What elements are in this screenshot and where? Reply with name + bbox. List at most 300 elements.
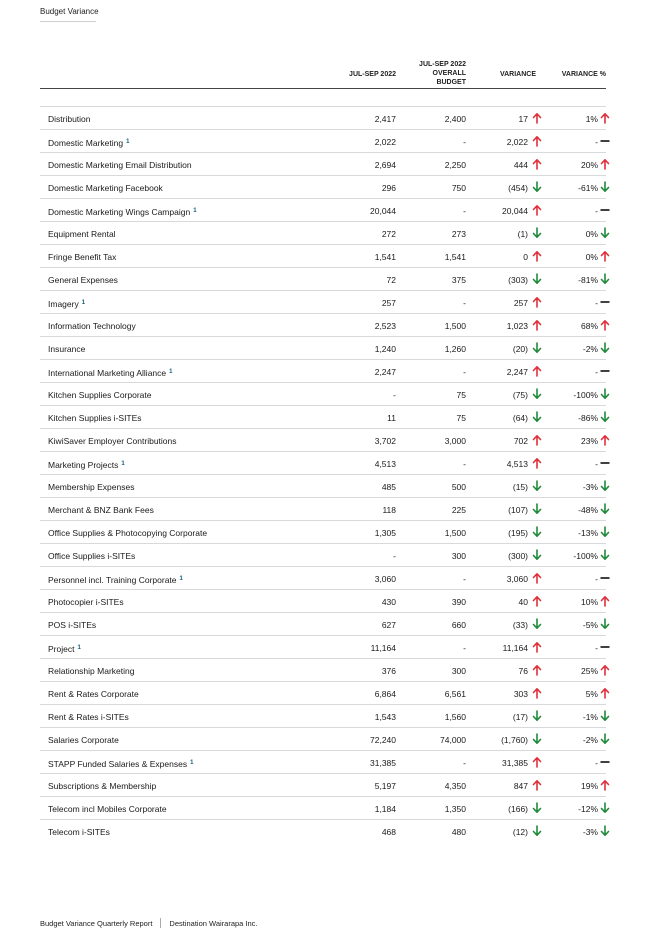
table-row [40,498,606,521]
table-row [40,429,606,452]
budget-value: - [463,758,466,768]
budget-value: - [463,643,466,653]
variance-pct-value: -61% [578,183,598,193]
row-name-cell [48,574,183,585]
variance-pct-arrow-up-icon [600,779,610,791]
row-name-cell [48,597,124,607]
row-name-cell [48,666,134,676]
variance-arrow-up-icon [532,135,542,147]
row-name-cell [48,275,118,285]
variance-pct-arrow-down-icon [600,802,610,814]
budget-value: 1,350 [444,804,466,814]
actual-value: 257 [381,298,396,308]
variance-arrow-down-icon [532,273,542,285]
actual-value: 118 [382,505,396,515]
variance-value: (303) [508,275,528,285]
variance-value: 1,023 [506,321,528,331]
row-name-cell [48,137,129,148]
variance-value: (300) [508,551,528,561]
row-label: Office Supplies i-SITEs [48,551,136,561]
variance-pct-value: - [595,459,598,469]
table-row [40,199,606,222]
row-name-cell [48,114,91,124]
variance-pct-arrow-down-icon [600,503,610,515]
table-row [40,774,606,797]
variance-pct-value: 1% [585,114,598,124]
variance-pct-arrow-up-icon [600,158,610,170]
row-name-cell [48,413,142,423]
table-row [40,268,606,291]
row-name-cell [48,436,177,446]
footer-report-title: Budget Variance Quarterly Report [40,918,153,928]
variance-pct-arrow-down-icon [600,825,610,837]
table-row [40,751,606,774]
actual-value: 4,513 [374,459,396,469]
table-row [40,107,606,130]
variance-pct-dash-icon [600,457,610,469]
footnote-marker: 1 [81,300,86,306]
variance-arrow-down-icon [532,710,542,722]
row-label: Subscriptions & Membership [48,781,157,791]
variance-arrow-down-icon [532,825,542,837]
budget-value: 1,560 [444,712,466,722]
budget-value: - [463,137,466,147]
variance-pct-value: -12% [578,804,598,814]
variance-arrow-up-icon [532,158,542,170]
budget-value: 500 [451,482,466,492]
variance-arrow-down-icon [532,181,542,193]
variance-value: 257 [513,298,528,308]
actual-value: 1,541 [374,252,396,262]
row-label: STAPP Funded Salaries & Expenses [48,759,188,769]
row-label: Salaries Corporate [48,735,119,745]
variance-pct-arrow-up-icon [600,112,610,124]
actual-value: 468 [381,827,396,837]
budget-value: 75 [456,390,466,400]
row-name-cell [48,758,193,769]
row-name-cell [48,344,85,354]
variance-pct-arrow-up-icon [600,250,610,262]
actual-value: 20,044 [370,206,396,216]
variance-pct-arrow-down-icon [600,618,610,630]
variance-pct-dash-icon [600,204,610,216]
table-row [40,475,606,498]
actual-value: 627 [381,620,396,630]
table-row [40,705,606,728]
row-label: International Marketing Alliance [48,368,167,378]
variance-pct-value: -86% [578,413,598,423]
variance-arrow-down-icon [532,388,542,400]
footnote-marker: 1 [179,576,183,582]
row-name-cell [48,643,81,654]
row-name-cell [48,390,151,400]
variance-value: (166) [508,804,528,814]
budget-value: 1,541 [444,252,466,262]
actual-value: 2,417 [374,114,396,124]
variance-value: 2,022 [506,137,528,147]
variance-value: 3,060 [506,574,528,584]
footnote-marker: 1 [193,208,197,214]
variance-pct-value: -2% [582,344,598,354]
variance-pct-arrow-up-icon [600,664,610,676]
variance-value: 17 [518,114,528,124]
variance-pct-arrow-down-icon [600,549,610,561]
variance-value: (454) [508,183,528,193]
table-row [40,590,606,613]
actual-value: 72,240 [370,735,396,745]
variance-pct-value: -1% [582,712,598,722]
budget-value: - [463,298,466,308]
variance-value: 0 [523,252,528,262]
variance-pct-arrow-up-icon [600,434,610,446]
actual-value: 31,385 [370,758,396,768]
budget-value: 300 [451,666,466,676]
variance-arrow-up-icon [532,250,542,262]
row-name-cell [48,229,116,239]
variance-arrow-up-icon [532,112,542,124]
row-name-cell [48,206,197,217]
col-header-budget-line3: BUDGET [436,79,466,86]
variance-value: (15) [512,482,528,492]
variance-pct-dash-icon [600,365,610,377]
budget-value: 750 [451,183,466,193]
footer-divider [160,918,161,928]
row-label: Kitchen Supplies Corporate [48,390,152,400]
row-name-cell [48,827,110,837]
footnote-marker: 1 [190,760,194,766]
row-name-cell [48,804,167,814]
actual-value: - [393,551,396,561]
actual-value: 485 [381,482,396,492]
table-row [40,383,606,406]
variance-value: (12) [512,827,528,837]
variance-pct-arrow-down-icon [600,227,610,239]
table-row [40,613,606,636]
row-label: Information Technology [48,321,136,331]
variance-pct-dash-icon [600,756,610,768]
row-label: Project [48,644,75,654]
variance-value: (17) [512,712,528,722]
variance-pct-arrow-up-icon [600,319,610,331]
variance-pct-value: -100% [573,551,598,561]
variance-value: (1,760) [501,735,528,745]
row-name-cell [48,160,192,170]
budget-value: 480 [451,827,466,837]
variance-pct-value: 0% [585,229,598,239]
variance-value: 847 [513,781,528,791]
table-row [40,314,606,337]
table-row [40,245,606,268]
title-underline [40,21,96,22]
row-name-cell [48,367,172,378]
budget-value: 1,260 [444,344,466,354]
row-label: Membership Expenses [48,482,135,492]
budget-value: - [463,574,466,584]
table-row [40,176,606,199]
table-row [40,406,606,429]
row-name-cell [48,528,207,538]
row-label: Fringe Benefit Tax [48,252,117,262]
budget-value: 1,500 [444,528,466,538]
budget-value: 1,500 [444,321,466,331]
row-name-cell [48,781,156,791]
variance-table-body [40,107,606,843]
variance-arrow-up-icon [532,319,542,331]
actual-value: 11,164 [370,643,396,653]
actual-value: 2,247 [374,367,396,377]
variance-value: (107) [508,505,528,515]
actual-value: 1,543 [374,712,396,722]
variance-arrow-up-icon [532,595,542,607]
row-label: Rent & Rates i-SITEs [48,712,129,722]
variance-pct-value: -3% [582,482,598,492]
table-row [40,797,606,820]
row-name-cell [48,620,96,630]
variance-arrow-down-icon [532,227,542,239]
variance-value: 20,044 [502,206,528,216]
variance-pct-value: -100% [573,390,598,400]
variance-arrow-up-icon [532,434,542,446]
variance-pct-value: 25% [580,666,598,676]
actual-value: 1,184 [374,804,396,814]
variance-pct-arrow-down-icon [600,342,610,354]
variance-arrow-up-icon [532,641,542,653]
table-row [40,728,606,751]
variance-pct-dash-icon [600,641,610,653]
variance-arrow-down-icon [532,802,542,814]
variance-pct-value: -2% [582,735,598,745]
col-header-budget-line1: JUL-SEP 2022 [419,61,466,68]
variance-pct-dash-icon [600,296,610,308]
row-label: Domestic Marketing Email Distribution [48,160,192,170]
table-row [40,153,606,176]
budget-value: 2,400 [444,114,466,124]
actual-value: 430 [381,597,396,607]
variance-arrow-down-icon [532,411,542,423]
table-row [40,659,606,682]
row-label: Office Supplies & Photocopying Corporate [48,528,208,538]
row-label: POS i-SITEs [48,620,97,630]
variance-pct-value: - [595,643,598,653]
row-name-cell [48,689,139,699]
footnote-marker: 1 [126,139,130,145]
table-row [40,337,606,360]
variance-value: (1) [517,229,528,239]
actual-value: 1,305 [374,528,396,538]
col-header-budget [386,60,466,87]
variance-pct-arrow-down-icon [600,388,610,400]
footnote-marker: 1 [121,461,125,467]
row-label: Kitchen Supplies i-SITEs [48,413,142,423]
variance-pct-arrow-down-icon [600,526,610,538]
row-label: Relationship Marketing [48,666,135,676]
col-header-budget-line2: OVERALL [432,70,466,77]
row-name-cell [48,298,85,309]
variance-arrow-up-icon [532,365,542,377]
variance-value: 444 [513,160,528,170]
row-label: Domestic Marketing [48,138,124,148]
row-name-cell [48,735,119,745]
col-header-actual: JUL-SEP 2022 [349,71,396,78]
budget-value: - [463,367,466,377]
variance-arrow-up-icon [532,457,542,469]
variance-pct-value: -81% [578,275,598,285]
variance-pct-arrow-up-icon [600,687,610,699]
variance-pct-dash-icon [600,572,610,584]
row-name-cell [48,551,135,561]
variance-pct-arrow-down-icon [600,181,610,193]
header-rule [40,88,606,89]
budget-value: 375 [451,275,466,285]
page-title: Budget Variance [40,7,99,16]
footer-organisation: Destination Wairarapa Inc. [169,918,258,928]
variance-value: 4,513 [506,459,528,469]
budget-value: 74,000 [440,735,466,745]
variance-pct-arrow-down-icon [600,710,610,722]
row-label: Domestic Marketing Facebook [48,183,163,193]
variance-pct-value: 10% [580,597,598,607]
budget-value: 2,250 [444,160,466,170]
row-name-cell [48,505,154,515]
variance-arrow-down-icon [532,503,542,515]
variance-pct-value: 0% [585,252,598,262]
variance-arrow-up-icon [532,664,542,676]
variance-pct-value: - [595,137,598,147]
variance-pct-value: -13% [578,528,598,538]
variance-pct-arrow-up-icon [600,595,610,607]
row-label: KiwiSaver Employer Contributions [48,436,177,446]
actual-value: 6,864 [374,689,396,699]
actual-value: 272 [381,229,396,239]
row-label: Distribution [48,114,91,124]
row-label: Telecom i-SITEs [48,827,110,837]
variance-arrow-up-icon [532,687,542,699]
budget-value: 225 [451,505,466,515]
variance-pct-value: - [595,298,598,308]
variance-pct-value: - [595,574,598,584]
actual-value: 3,060 [374,574,396,584]
budget-value: 75 [456,413,466,423]
row-label: Telecom incl Mobiles Corporate [48,804,167,814]
actual-value: 2,022 [374,137,396,147]
table-row [40,452,606,475]
row-name-cell [48,459,125,470]
row-label: Imagery [48,299,79,309]
variance-pct-arrow-down-icon [600,480,610,492]
actual-value: 1,240 [374,344,396,354]
variance-pct-value: -3% [582,827,598,837]
budget-value: - [463,459,466,469]
row-label: Personnel incl. Training Corporate [48,575,177,585]
variance-arrow-down-icon [532,526,542,538]
row-name-cell [48,482,134,492]
budget-value: 4,350 [444,781,466,791]
actual-value: 296 [381,183,396,193]
row-name-cell [48,252,116,262]
row-label: Rent & Rates Corporate [48,689,139,699]
variance-pct-arrow-down-icon [600,733,610,745]
variance-pct-arrow-down-icon [600,411,610,423]
table-row [40,567,606,590]
page-footer [40,918,258,928]
budget-value: 6,561 [444,689,466,699]
variance-pct-value: - [595,206,598,216]
variance-pct-value: 5% [585,689,598,699]
budget-value: 3,000 [444,436,466,446]
variance-pct-dash-icon [600,135,610,147]
variance-value: 76 [518,666,528,676]
col-header-variance: VARIANCE [499,71,536,78]
row-label: Equipment Rental [48,229,116,239]
variance-value: (33) [512,620,528,630]
variance-pct-value: -48% [578,505,598,515]
footnote-marker: 1 [77,645,81,651]
table-row [40,222,606,245]
table-row [40,130,606,153]
variance-value: (20) [512,344,528,354]
variance-value: 303 [513,689,528,699]
variance-arrow-down-icon [532,480,542,492]
actual-value: 72 [386,275,396,285]
variance-arrow-up-icon [532,779,542,791]
actual-value: 376 [381,666,396,676]
row-label: General Expenses [48,275,118,285]
table-row [40,360,606,383]
variance-pct-value: -5% [582,620,598,630]
variance-value: 31,385 [502,758,528,768]
row-label: Merchant & BNZ Bank Fees [48,505,154,515]
actual-value: - [393,390,396,400]
budget-value: 300 [451,551,466,561]
variance-arrow-down-icon [532,549,542,561]
table-header [40,58,606,88]
variance-pct-value: - [595,367,598,377]
variance-arrow-up-icon [532,572,542,584]
variance-value: (195) [508,528,528,538]
row-label: Marketing Projects [48,460,119,470]
variance-pct-value: 19% [580,781,598,791]
actual-value: 3,702 [374,436,396,446]
row-label: Domestic Marketing Wings Campaign [48,207,191,217]
footnote-marker: 1 [169,369,173,375]
variance-pct-value: - [595,758,598,768]
row-name-cell [48,321,136,331]
variance-value: 40 [518,597,528,607]
variance-arrow-up-icon [532,296,542,308]
table-row [40,820,606,843]
variance-pct-value: 20% [580,160,598,170]
variance-value: (75) [512,390,528,400]
variance-arrow-down-icon [532,342,542,354]
budget-value: 273 [451,229,466,239]
row-name-cell [48,712,129,722]
actual-value: 5,197 [374,781,396,791]
variance-arrow-up-icon [532,756,542,768]
budget-value: 390 [451,597,466,607]
actual-value: 2,694 [374,160,396,170]
table-row [40,682,606,705]
variance-pct-arrow-down-icon [600,273,610,285]
variance-pct-value: 23% [580,436,598,446]
variance-value: 702 [513,436,528,446]
table-row [40,636,606,659]
table-row [40,521,606,544]
variance-arrow-down-icon [532,733,542,745]
table-row [40,544,606,567]
col-header-variance-pct: VARIANCE % [561,71,606,78]
variance-pct-value: 68% [580,321,598,331]
variance-value: 2,247 [506,367,528,377]
